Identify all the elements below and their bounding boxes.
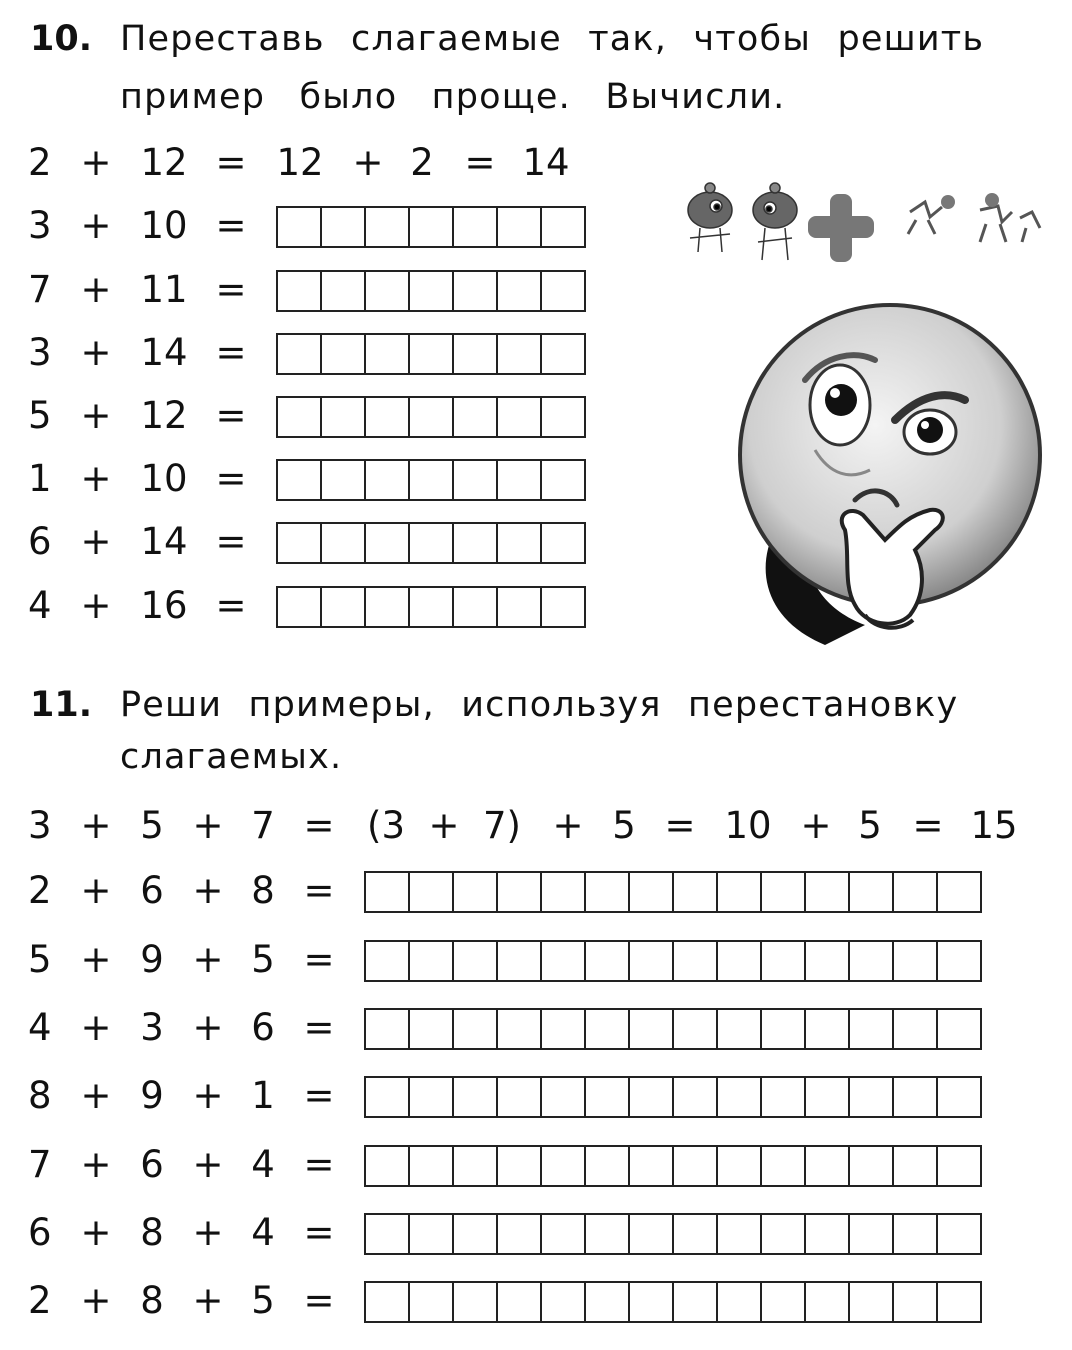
answer-cell[interactable] xyxy=(410,335,454,373)
answer-cell[interactable] xyxy=(850,1215,894,1253)
answer-cell[interactable] xyxy=(322,335,366,373)
operator: + xyxy=(80,584,112,627)
operand: (3 xyxy=(367,804,405,847)
task-10-exercise-row xyxy=(28,323,628,383)
operator: + xyxy=(80,204,112,247)
answer-cell[interactable] xyxy=(454,1078,498,1116)
task-10-exercise-row xyxy=(28,449,628,509)
equals-sign: = xyxy=(303,1074,335,1117)
operand: 12 xyxy=(276,141,324,184)
task-11-example-row xyxy=(28,796,1038,856)
result: 14 xyxy=(522,141,570,184)
answer-cell[interactable] xyxy=(454,1010,498,1048)
operand: 4 xyxy=(28,584,52,627)
answer-cell[interactable] xyxy=(410,588,454,626)
answer-box-strip[interactable] xyxy=(364,1281,982,1323)
answer-cell[interactable] xyxy=(674,1010,718,1048)
operand: 8 xyxy=(28,1074,52,1117)
operator: + xyxy=(80,394,112,437)
operand: 5 xyxy=(251,938,275,981)
answer-cell[interactable] xyxy=(630,1283,674,1321)
answer-cell[interactable] xyxy=(454,272,498,310)
operator: + xyxy=(80,1211,112,1254)
answer-cell[interactable] xyxy=(498,1283,542,1321)
answer-cell[interactable] xyxy=(278,524,322,562)
operator: + xyxy=(80,141,112,184)
operand: 5 xyxy=(612,804,636,847)
answer-cell[interactable] xyxy=(454,873,498,911)
operator: + xyxy=(80,1074,112,1117)
equals-sign: = xyxy=(303,938,335,981)
operator: + xyxy=(80,457,112,500)
equals-sign: = xyxy=(215,520,247,563)
operand: 3 xyxy=(28,204,52,247)
answer-cell[interactable] xyxy=(498,1010,542,1048)
answer-cell[interactable] xyxy=(410,1147,454,1185)
equals-sign: = xyxy=(215,204,247,247)
operator: + xyxy=(80,1143,112,1186)
cartoon-figure-icon xyxy=(688,183,732,252)
operand: 7 xyxy=(28,268,52,311)
operand: 2 xyxy=(28,869,52,912)
answer-cell[interactable] xyxy=(410,208,454,246)
answer-cell[interactable] xyxy=(850,1147,894,1185)
answer-cell[interactable] xyxy=(542,398,584,436)
answer-cell[interactable] xyxy=(498,208,542,246)
answer-cell[interactable] xyxy=(762,1283,806,1321)
operand: 2 xyxy=(410,141,434,184)
answer-cell[interactable] xyxy=(674,1283,718,1321)
answer-cell[interactable] xyxy=(498,588,542,626)
answer-cell[interactable] xyxy=(894,942,938,980)
task-11-exercise-row xyxy=(28,1203,1038,1263)
answer-cell[interactable] xyxy=(542,942,586,980)
answer-cell[interactable] xyxy=(366,1078,410,1116)
answer-cell[interactable] xyxy=(850,873,894,911)
answer-cell[interactable] xyxy=(894,1147,938,1185)
task-10-example-row xyxy=(28,133,628,193)
answer-cell[interactable] xyxy=(322,208,366,246)
answer-cell[interactable] xyxy=(410,1215,454,1253)
answer-cell[interactable] xyxy=(718,1283,762,1321)
operand: 6 xyxy=(28,520,52,563)
answer-cell[interactable] xyxy=(498,873,542,911)
answer-cell[interactable] xyxy=(630,873,674,911)
operator: + xyxy=(552,804,584,847)
answer-cell[interactable] xyxy=(366,398,410,436)
answer-cell[interactable] xyxy=(630,1010,674,1048)
answer-cell[interactable] xyxy=(366,942,410,980)
answer-cell[interactable] xyxy=(322,461,366,499)
answer-cell[interactable] xyxy=(278,461,322,499)
operand: 1 xyxy=(251,1074,275,1117)
answer-cell[interactable] xyxy=(718,873,762,911)
answer-cell[interactable] xyxy=(542,461,584,499)
answer-cell[interactable] xyxy=(366,1215,410,1253)
answer-cell[interactable] xyxy=(674,1147,718,1185)
operand: 5 xyxy=(858,804,882,847)
operator: + xyxy=(80,1006,112,1049)
operand: 6 xyxy=(251,1006,275,1049)
operator: + xyxy=(80,869,112,912)
equals-sign: = xyxy=(215,394,247,437)
answer-cell[interactable] xyxy=(806,873,850,911)
answer-cell[interactable] xyxy=(366,1147,410,1185)
operator: + xyxy=(80,520,112,563)
answer-cell[interactable] xyxy=(278,335,322,373)
answer-box-strip[interactable] xyxy=(364,1076,982,1118)
equals-sign: = xyxy=(303,1006,335,1049)
equals-sign: = xyxy=(215,268,247,311)
answer-cell[interactable] xyxy=(762,1147,806,1185)
equals-sign: = xyxy=(664,804,696,847)
answer-cell[interactable] xyxy=(410,1078,454,1116)
answer-cell[interactable] xyxy=(410,1283,454,1321)
operand: 2 xyxy=(28,1279,52,1322)
answer-cell[interactable] xyxy=(850,1010,894,1048)
operand: 1 xyxy=(28,457,52,500)
operator: + xyxy=(192,1006,224,1049)
answer-cell[interactable] xyxy=(586,1010,630,1048)
answer-cell[interactable] xyxy=(410,1010,454,1048)
answer-cell[interactable] xyxy=(586,1283,630,1321)
operand: 14 xyxy=(140,520,188,563)
task-10-exercise-row xyxy=(28,196,628,256)
operand: 6 xyxy=(140,869,164,912)
answer-cell[interactable] xyxy=(762,942,806,980)
answer-cell[interactable] xyxy=(586,942,630,980)
operand: 12 xyxy=(140,141,188,184)
equals-sign: = xyxy=(303,1211,335,1254)
operand: 12 xyxy=(140,394,188,437)
operator: + xyxy=(192,1211,224,1254)
operator: + xyxy=(800,804,832,847)
answer-cell[interactable] xyxy=(586,1147,630,1185)
answer-box-strip[interactable] xyxy=(276,270,586,312)
answer-cell[interactable] xyxy=(278,398,322,436)
operand: 3 xyxy=(28,804,52,847)
answer-cell[interactable] xyxy=(410,873,454,911)
answer-cell[interactable] xyxy=(806,1215,850,1253)
answer-cell[interactable] xyxy=(806,1283,850,1321)
operator: + xyxy=(192,1074,224,1117)
answer-cell[interactable] xyxy=(366,272,410,310)
operand: 16 xyxy=(140,584,188,627)
equals-sign: = xyxy=(303,1279,335,1322)
operand: 5 xyxy=(28,394,52,437)
answer-cell[interactable] xyxy=(366,873,410,911)
answer-cell[interactable] xyxy=(542,1010,586,1048)
answer-cell[interactable] xyxy=(674,1078,718,1116)
cartoon-figure-icon xyxy=(908,195,955,234)
operand: 5 xyxy=(251,1279,275,1322)
answer-cell[interactable] xyxy=(762,873,806,911)
answer-cell[interactable] xyxy=(366,1010,410,1048)
answer-cell[interactable] xyxy=(894,1010,938,1048)
answer-box-strip[interactable] xyxy=(276,333,586,375)
operand: 7) xyxy=(483,804,521,847)
answer-cell[interactable] xyxy=(938,1147,980,1185)
answer-cell[interactable] xyxy=(498,335,542,373)
answer-cell[interactable] xyxy=(938,1283,980,1321)
task-number: 11. xyxy=(30,685,93,725)
answer-cell[interactable] xyxy=(806,1010,850,1048)
answer-cell[interactable] xyxy=(498,942,542,980)
operator: + xyxy=(192,804,224,847)
answer-cell[interactable] xyxy=(894,873,938,911)
operand: 4 xyxy=(251,1143,275,1186)
answer-box-strip[interactable] xyxy=(364,1008,982,1050)
answer-cell[interactable] xyxy=(454,524,498,562)
answer-cell[interactable] xyxy=(630,1215,674,1253)
answer-cell[interactable] xyxy=(498,1147,542,1185)
answer-cell[interactable] xyxy=(410,272,454,310)
answer-cell[interactable] xyxy=(278,588,322,626)
operand: 8 xyxy=(140,1279,164,1322)
answer-cell[interactable] xyxy=(674,942,718,980)
task-10-exercise-row xyxy=(28,260,628,320)
task-11-exercise-row xyxy=(28,1135,1038,1195)
answer-cell[interactable] xyxy=(322,272,366,310)
answer-cell[interactable] xyxy=(938,1010,980,1048)
task-11-exercise-row xyxy=(28,1271,1038,1331)
answer-cell[interactable] xyxy=(454,1147,498,1185)
task-instruction-line-2: пример было проще. Вычисли. xyxy=(120,77,786,117)
operand: 5 xyxy=(140,804,164,847)
answer-cell[interactable] xyxy=(542,335,584,373)
answer-cell[interactable] xyxy=(366,1283,410,1321)
operand: 2 xyxy=(28,141,52,184)
task-10-exercise-row xyxy=(28,576,628,636)
answer-cell[interactable] xyxy=(454,942,498,980)
answer-cell[interactable] xyxy=(894,1283,938,1321)
answer-cell[interactable] xyxy=(542,1283,586,1321)
answer-cell[interactable] xyxy=(718,1010,762,1048)
task-10-heading xyxy=(30,12,1052,122)
operator: + xyxy=(192,1279,224,1322)
answer-cell[interactable] xyxy=(410,461,454,499)
answer-cell[interactable] xyxy=(938,1078,980,1116)
answer-cell[interactable] xyxy=(806,1147,850,1185)
answer-cell[interactable] xyxy=(366,335,410,373)
answer-cell[interactable] xyxy=(322,588,366,626)
answer-cell[interactable] xyxy=(586,1078,630,1116)
answer-cell[interactable] xyxy=(630,942,674,980)
cartoon-figure-icon xyxy=(980,193,1040,242)
answer-cell[interactable] xyxy=(498,461,542,499)
answer-cell[interactable] xyxy=(410,942,454,980)
operand: 10 xyxy=(724,804,772,847)
answer-cell[interactable] xyxy=(454,588,498,626)
answer-cell[interactable] xyxy=(322,398,366,436)
task-instruction-line-1: Реши примеры, используя перестановку xyxy=(120,685,959,725)
task-11-heading xyxy=(30,678,1052,788)
operator: + xyxy=(80,938,112,981)
answer-cell[interactable] xyxy=(278,208,322,246)
operand: 9 xyxy=(140,938,164,981)
operator: + xyxy=(192,1143,224,1186)
operator: + xyxy=(192,869,224,912)
answer-cell[interactable] xyxy=(410,524,454,562)
answer-cell[interactable] xyxy=(630,1147,674,1185)
equals-sign: = xyxy=(215,584,247,627)
answer-box-strip[interactable] xyxy=(364,871,982,913)
answer-cell[interactable] xyxy=(850,1078,894,1116)
answer-cell[interactable] xyxy=(586,1215,630,1253)
answer-cell[interactable] xyxy=(542,208,584,246)
answer-cell[interactable] xyxy=(454,1215,498,1253)
answer-cell[interactable] xyxy=(410,398,454,436)
answer-box-strip[interactable] xyxy=(364,1145,982,1187)
answer-cell[interactable] xyxy=(630,1078,674,1116)
task-11-exercise-row xyxy=(28,861,1038,921)
equals-sign: = xyxy=(303,1143,335,1186)
answer-cell[interactable] xyxy=(454,461,498,499)
equals-sign: = xyxy=(464,141,496,184)
operand: 4 xyxy=(28,1006,52,1049)
operator: + xyxy=(80,268,112,311)
answer-cell[interactable] xyxy=(938,873,980,911)
task-instruction-line-1: Переставь слагаемые так, чтобы решить xyxy=(120,19,985,59)
answer-cell[interactable] xyxy=(762,1010,806,1048)
task-number: 10. xyxy=(30,19,93,59)
answer-cell[interactable] xyxy=(542,1147,586,1185)
decorative-figures-illustration xyxy=(680,172,1050,272)
task-11-exercise-row xyxy=(28,1066,1038,1126)
operator: + xyxy=(428,804,460,847)
answer-cell[interactable] xyxy=(894,1078,938,1116)
operand: 10 xyxy=(140,204,188,247)
operand: 9 xyxy=(140,1074,164,1117)
answer-cell[interactable] xyxy=(322,524,366,562)
equals-sign: = xyxy=(215,141,247,184)
answer-cell[interactable] xyxy=(938,942,980,980)
answer-cell[interactable] xyxy=(718,942,762,980)
thinking-face-illustration xyxy=(735,300,1055,660)
answer-cell[interactable] xyxy=(586,873,630,911)
equals-sign: = xyxy=(215,331,247,374)
equals-sign: = xyxy=(912,804,944,847)
answer-cell[interactable] xyxy=(454,335,498,373)
answer-box-strip[interactable] xyxy=(276,522,586,564)
operator: + xyxy=(80,804,112,847)
operand: 14 xyxy=(140,331,188,374)
answer-box-strip[interactable] xyxy=(276,396,586,438)
answer-cell[interactable] xyxy=(454,398,498,436)
operand: 7 xyxy=(28,1143,52,1186)
operand: 4 xyxy=(251,1211,275,1254)
answer-cell[interactable] xyxy=(806,1078,850,1116)
answer-cell[interactable] xyxy=(366,588,410,626)
operand: 5 xyxy=(28,938,52,981)
answer-cell[interactable] xyxy=(542,1078,586,1116)
answer-cell[interactable] xyxy=(718,1215,762,1253)
answer-cell[interactable] xyxy=(498,1215,542,1253)
operand: 3 xyxy=(140,1006,164,1049)
answer-cell[interactable] xyxy=(674,1215,718,1253)
task-11-exercise-row xyxy=(28,998,1038,1058)
answer-cell[interactable] xyxy=(498,524,542,562)
answer-cell[interactable] xyxy=(542,873,586,911)
operand: 8 xyxy=(140,1211,164,1254)
answer-cell[interactable] xyxy=(366,208,410,246)
answer-cell[interactable] xyxy=(542,588,584,626)
operator: + xyxy=(192,938,224,981)
result: 15 xyxy=(970,804,1018,847)
equals-sign: = xyxy=(303,804,335,847)
task-10-exercise-row xyxy=(28,386,628,446)
operand: 3 xyxy=(28,331,52,374)
plus-sign-icon xyxy=(808,194,874,262)
answer-box-strip[interactable] xyxy=(276,206,586,248)
answer-cell[interactable] xyxy=(762,1215,806,1253)
answer-cell[interactable] xyxy=(718,1078,762,1116)
answer-box-strip[interactable] xyxy=(276,459,586,501)
answer-cell[interactable] xyxy=(762,1078,806,1116)
task-10-exercise-row xyxy=(28,512,628,572)
answer-cell[interactable] xyxy=(498,272,542,310)
operand: 6 xyxy=(140,1143,164,1186)
answer-cell[interactable] xyxy=(850,942,894,980)
operator: + xyxy=(352,141,384,184)
operand: 11 xyxy=(140,268,188,311)
operator: + xyxy=(80,331,112,374)
answer-cell[interactable] xyxy=(542,1215,586,1253)
answer-box-strip[interactable] xyxy=(276,586,586,628)
operand: 6 xyxy=(28,1211,52,1254)
answer-cell[interactable] xyxy=(454,1283,498,1321)
answer-cell[interactable] xyxy=(806,942,850,980)
answer-cell[interactable] xyxy=(674,873,718,911)
answer-cell[interactable] xyxy=(850,1283,894,1321)
cartoon-figure-icon xyxy=(753,183,797,260)
answer-cell[interactable] xyxy=(718,1147,762,1185)
answer-cell[interactable] xyxy=(278,272,322,310)
answer-cell[interactable] xyxy=(366,524,410,562)
answer-cell[interactable] xyxy=(894,1215,938,1253)
equals-sign: = xyxy=(215,457,247,500)
answer-cell[interactable] xyxy=(454,208,498,246)
answer-cell[interactable] xyxy=(542,272,584,310)
answer-cell[interactable] xyxy=(498,398,542,436)
operand: 7 xyxy=(251,804,275,847)
answer-cell[interactable] xyxy=(498,1078,542,1116)
answer-cell[interactable] xyxy=(366,461,410,499)
answer-box-strip[interactable] xyxy=(364,940,982,982)
operator: + xyxy=(80,1279,112,1322)
task-11-exercise-row xyxy=(28,930,1038,990)
task-instruction-line-2: слагаемых. xyxy=(120,737,343,777)
operand: 8 xyxy=(251,869,275,912)
operand: 10 xyxy=(140,457,188,500)
answer-box-strip[interactable] xyxy=(364,1213,982,1255)
answer-cell[interactable] xyxy=(938,1215,980,1253)
equals-sign: = xyxy=(303,869,335,912)
answer-cell[interactable] xyxy=(542,524,584,562)
